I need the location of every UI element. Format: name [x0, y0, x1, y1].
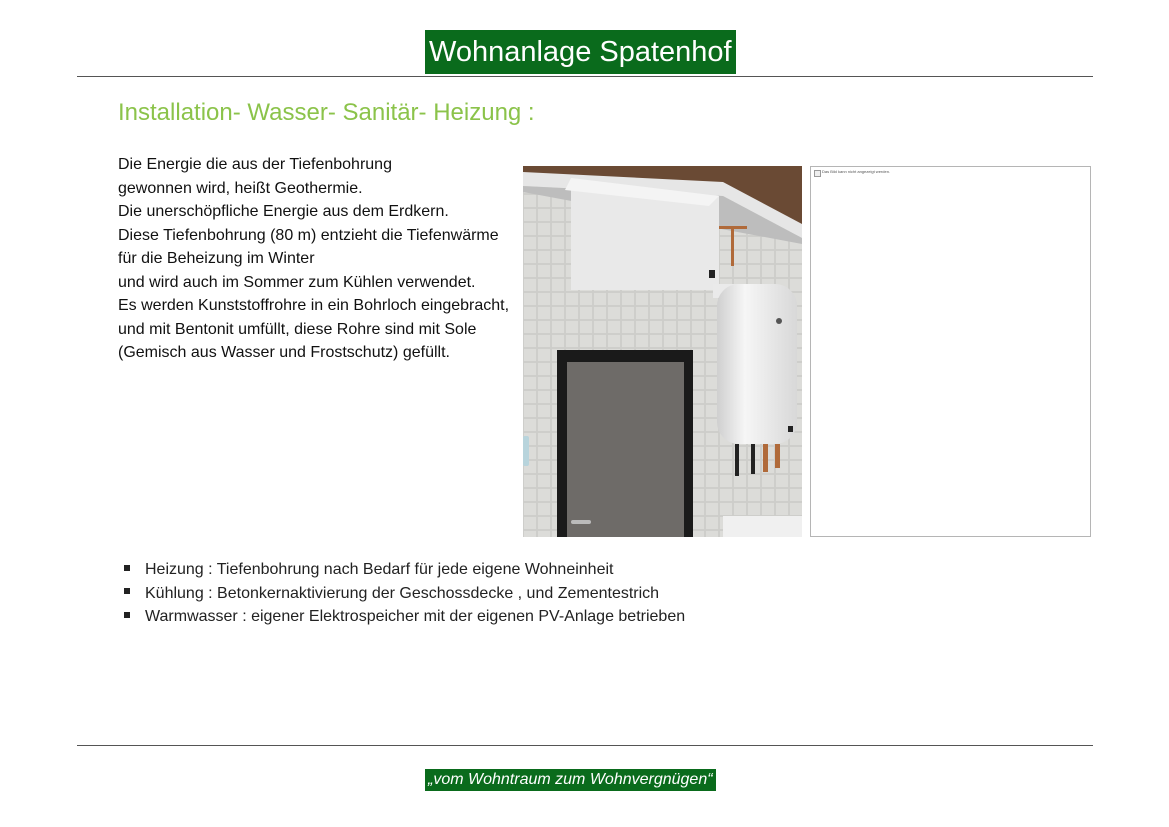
intro-line: für die Beheizung im Winter	[118, 250, 315, 267]
intro-line: Die unerschöpfliche Energie aus dem Erdkern.	[118, 203, 449, 220]
section-heading: Installation- Wasser- Sanitär- Heizung :	[118, 99, 535, 126]
intro-line: und mit Bentonit umfüllt, diese Rohre sind mit Sole	[118, 320, 477, 338]
missing-image-text: Das Bild kann nicht angezeigt werden.	[822, 169, 891, 174]
list-item	[124, 582, 685, 606]
document-title: Wohnanlage Spatenhof	[425, 30, 736, 74]
intro-line: (Gemisch aus Wasser und Frostschutz) gefüllt.	[118, 344, 450, 361]
bullet-square-icon	[124, 612, 130, 618]
missing-image-frame	[810, 166, 1091, 537]
list-item-text: Heizung : Tiefenbohrung nach Bedarf für jede eigene Wohneinheit	[145, 561, 614, 578]
intro-line: Diese Tiefenbohrung (80 m) entzieht die Tiefenwärme	[118, 226, 499, 244]
intro-paragraph	[118, 153, 558, 365]
list-item-text: Kühlung : Betonkernaktivierung der Geschossdecke , und Zementestrich	[145, 584, 660, 602]
footer-slogan: „vom Wohntraum zum Wohnvergnügen“	[425, 769, 716, 791]
list-item-text: Warmwasser : eigener Elektrospeicher mit der eigenen PV-Anlage betrieben	[145, 608, 686, 625]
bullet-square-icon	[124, 565, 130, 571]
list-item	[124, 605, 685, 629]
header-divider	[77, 76, 1093, 77]
footer-divider	[77, 745, 1093, 746]
intro-line: gewonnen wird, heißt Geothermie.	[118, 179, 363, 197]
intro-line: Es werden Kunststoffrohre in ein Bohrloch eingebracht,	[118, 297, 510, 314]
list-item	[124, 558, 685, 582]
intro-line: Die Energie die aus der Tiefenbohrung	[118, 156, 392, 173]
broken-image-icon	[814, 170, 821, 177]
feature-list	[124, 558, 685, 629]
installation-photo	[523, 166, 802, 537]
intro-line: und wird auch im Sommer zum Kühlen verwendet.	[118, 273, 476, 291]
bullet-square-icon	[124, 588, 130, 594]
